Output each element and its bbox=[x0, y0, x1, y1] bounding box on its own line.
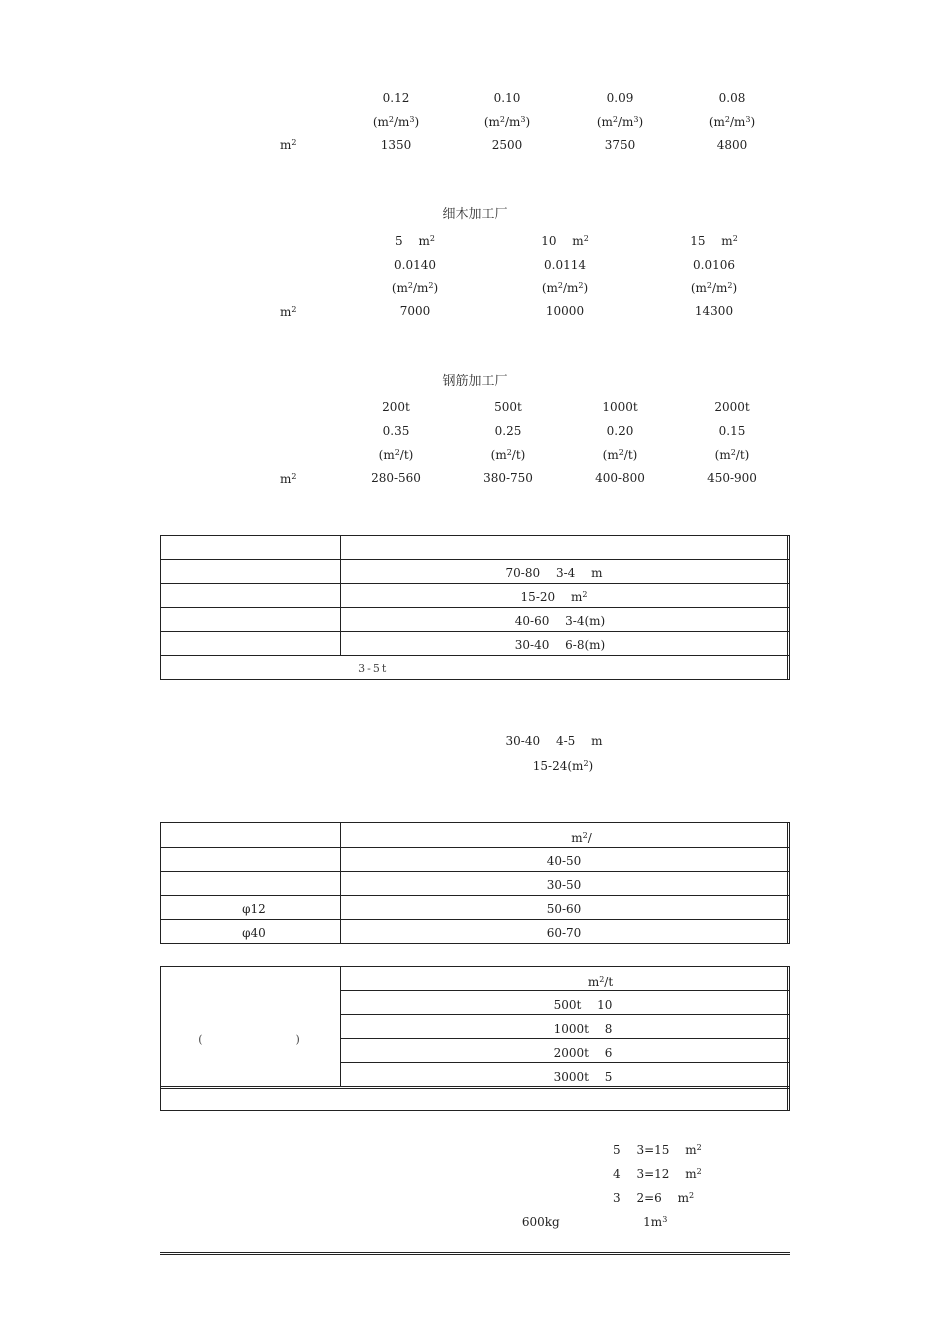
area-cell: 10000 bbox=[545, 304, 585, 318]
unit-cell: $(m^2/t)$ bbox=[490, 448, 526, 462]
area-cell: 380-750 bbox=[483, 471, 533, 485]
section-note: 600kg $1m^3$ bbox=[518, 1215, 668, 1229]
unit-cell: $(m^2/t)$ bbox=[378, 448, 414, 462]
value-cell: 0.09 bbox=[606, 91, 634, 105]
table-cell-right: 60-70 bbox=[546, 926, 582, 940]
value-cell: 0.0140 bbox=[394, 258, 436, 272]
note-left bbox=[215, 495, 280, 509]
value-cell: 0.12 bbox=[382, 91, 410, 105]
note-left bbox=[215, 328, 280, 342]
value-cell: 0.25 bbox=[494, 424, 522, 438]
row-label-capacity bbox=[215, 400, 267, 414]
value-cell: 0.15 bbox=[718, 424, 746, 438]
area-unit: $m^2$ bbox=[280, 138, 297, 152]
row-left bbox=[224, 734, 263, 748]
table-header-left bbox=[198, 542, 302, 556]
section-title: 细木加工厂 bbox=[442, 207, 508, 222]
table-cell-right: 2000t 6 bbox=[517, 1046, 613, 1060]
row-label-coefficient bbox=[178, 435, 308, 449]
left-label bbox=[222, 1166, 261, 1180]
bottom-rule bbox=[160, 1252, 790, 1255]
table-cell-right: 1000t 8 bbox=[517, 1022, 613, 1036]
table-cell-left: φ12 bbox=[202, 902, 290, 916]
table-cell-right: 500t 10 bbox=[517, 998, 613, 1012]
unit-cell: $(m^2/m^3)$ bbox=[483, 115, 531, 129]
table-cell-left bbox=[231, 614, 270, 628]
unit-cell: $(m^2/m^2)$ bbox=[690, 281, 738, 295]
area-cell: 400-800 bbox=[595, 471, 645, 485]
item-label bbox=[413, 1142, 452, 1156]
value-cell: 0.35 bbox=[382, 424, 410, 438]
table-cell-right: 70-80 3-4 m bbox=[505, 566, 615, 580]
value-cell: 0.08 bbox=[718, 91, 746, 105]
table-left-line1 bbox=[198, 1010, 289, 1024]
capacity-cell: 15 $m^2$ bbox=[690, 234, 738, 248]
area-cell: 280-560 bbox=[371, 471, 421, 485]
section-note bbox=[334, 782, 607, 796]
area-cell: 3750 bbox=[604, 138, 636, 152]
unit-cell: $(m^2/m^3)$ bbox=[372, 115, 420, 129]
area-cell: 14300 bbox=[694, 304, 734, 318]
capacity-cell: 1000t bbox=[602, 400, 638, 414]
row-label-area bbox=[194, 138, 272, 152]
capacity-cell: 500t bbox=[494, 400, 522, 414]
unit-cell: $(m^2/m^2)$ bbox=[391, 281, 439, 295]
header-right bbox=[489, 710, 632, 724]
row-label-area bbox=[194, 305, 272, 319]
table-cell-left bbox=[231, 590, 270, 604]
unit-cell: $(m^2/m^3)$ bbox=[596, 115, 644, 129]
note-right bbox=[514, 161, 618, 175]
item-value: 4 3=12 $m^2$ bbox=[613, 1167, 702, 1181]
value-cell: 0.0106 bbox=[693, 258, 735, 272]
unit-cell: $(m^2/m^3)$ bbox=[708, 115, 756, 129]
capacity-cell: 10 $m^2$ bbox=[541, 234, 589, 248]
table-left-line2: ( ) bbox=[198, 1033, 302, 1046]
area-cell: 2500 bbox=[491, 138, 523, 152]
area-cell: 1350 bbox=[380, 138, 412, 152]
table-cell-right: 50-60 bbox=[546, 902, 582, 916]
table-header-right bbox=[489, 542, 632, 556]
row-right: $15-24(m^2)$ bbox=[532, 759, 594, 773]
table-header-right: $m^2/t$ bbox=[575, 975, 614, 989]
row-label-area bbox=[194, 472, 272, 486]
row-right: 30-40 4-5 m bbox=[505, 734, 615, 748]
note-left bbox=[215, 161, 280, 175]
value-cell: 0.20 bbox=[606, 424, 634, 438]
table-cell-left bbox=[231, 638, 270, 652]
table-header-right: $m^2/$ bbox=[559, 831, 592, 845]
section-title: 钢筋加工厂 bbox=[442, 374, 508, 389]
capacity-cell: 200t bbox=[382, 400, 410, 414]
area-cell: 450-900 bbox=[707, 471, 757, 485]
table-footer: 3-5t bbox=[287, 662, 649, 675]
unit-cell: $(m^2/m^2)$ bbox=[541, 281, 589, 295]
table-cell-right: 3000t 5 bbox=[517, 1070, 613, 1084]
table-footer bbox=[405, 1094, 535, 1108]
area-unit: $m^2$ bbox=[280, 472, 297, 486]
table-cell-left bbox=[227, 878, 266, 892]
row-label-coefficient bbox=[178, 268, 308, 282]
table-cell-right: 40-60 3-4(m) bbox=[514, 614, 606, 628]
area-cell: 4800 bbox=[716, 138, 748, 152]
table-cell-left bbox=[231, 566, 270, 580]
table-cell-right: 30-50 bbox=[546, 878, 582, 892]
unit-cell: $(m^2/t)$ bbox=[714, 448, 750, 462]
area-cell: 7000 bbox=[399, 304, 431, 318]
table-cell-right: 30-40 6-8(m) bbox=[514, 638, 606, 652]
row-label-coefficient bbox=[178, 102, 308, 116]
table-header-left bbox=[211, 830, 276, 844]
header-left bbox=[217, 710, 256, 724]
capacity-cell: 2000t bbox=[714, 400, 750, 414]
note-right bbox=[508, 495, 612, 509]
row-label-capacity bbox=[215, 234, 267, 248]
capacity-cell: 5 $m^2$ bbox=[395, 234, 435, 248]
item-value: 3 2=6 $m^2$ bbox=[613, 1191, 695, 1205]
note-right bbox=[514, 328, 605, 342]
row-left bbox=[224, 758, 263, 772]
item-label bbox=[413, 1190, 452, 1204]
item-value: 5 3=15 $m^2$ bbox=[613, 1143, 702, 1157]
table-cell-right: 40-50 bbox=[546, 854, 582, 868]
area-unit: $m^2$ bbox=[280, 305, 297, 319]
unit-cell: $(m^2/t)$ bbox=[602, 448, 638, 462]
table-cell-right: 15-20 $m^2$ bbox=[520, 590, 588, 604]
table-cell-left: φ40 bbox=[202, 926, 290, 940]
value-cell: 0.10 bbox=[493, 91, 521, 105]
table-cell-left bbox=[201, 854, 292, 868]
value-cell: 0.0114 bbox=[544, 258, 586, 272]
item-label bbox=[413, 1166, 452, 1180]
